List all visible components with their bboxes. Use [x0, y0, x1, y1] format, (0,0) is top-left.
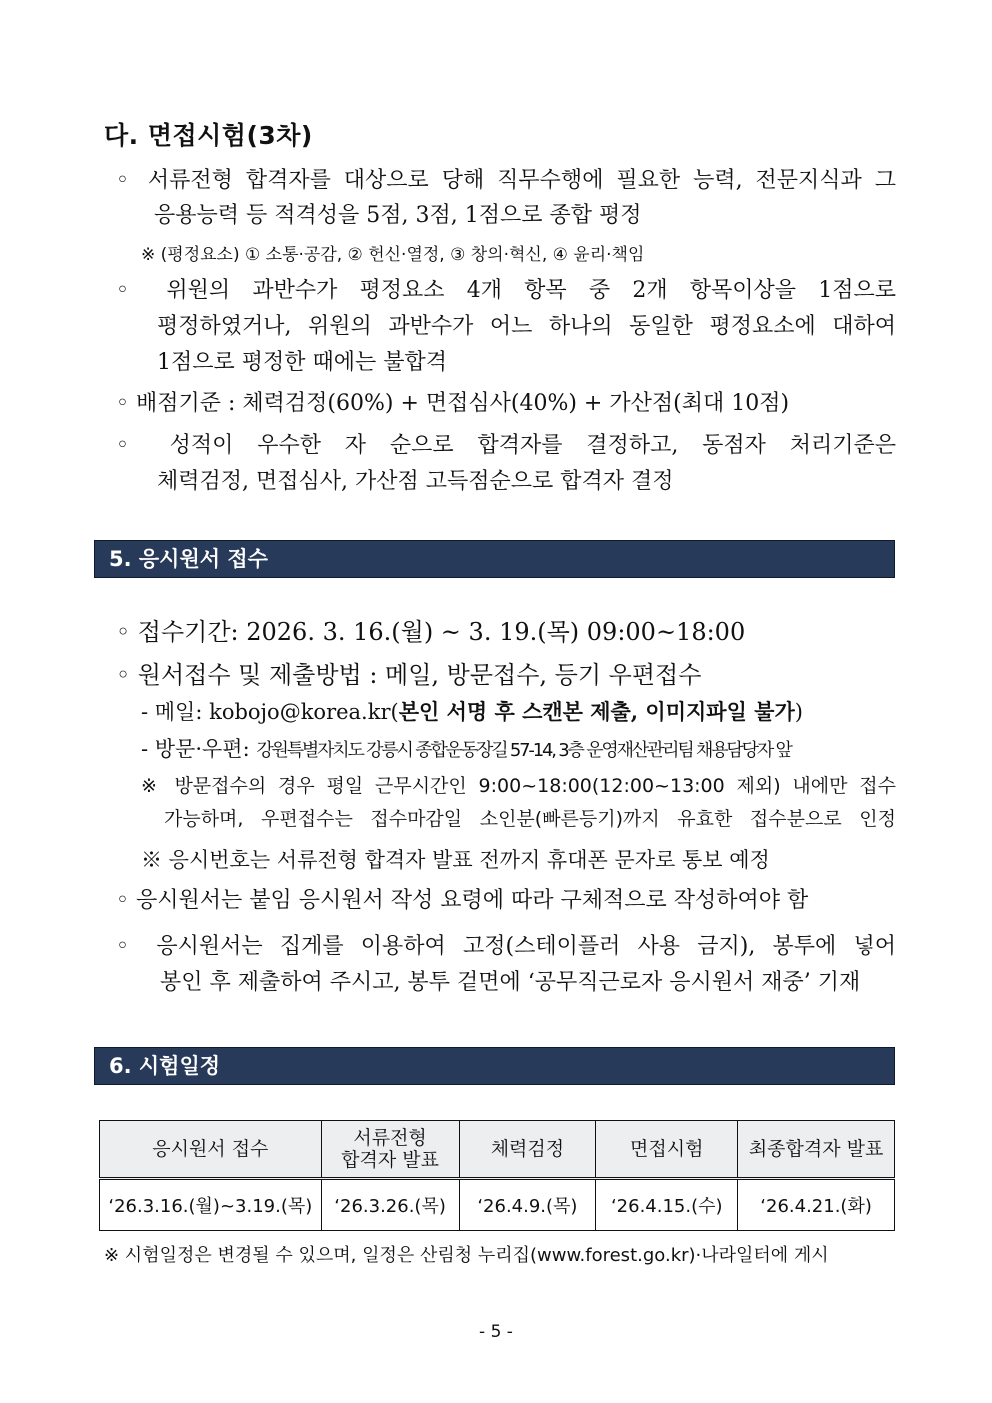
header-line: 서류전형: [353, 1127, 427, 1149]
visit-line: [141, 733, 791, 763]
bullet-line: ◦ 배점기준 : 체력검정(60%) + 면접심사(40%) + 가산점(최대 10점): [116, 391, 790, 416]
table-cell: ‘26.4.15.(수): [596, 1179, 738, 1231]
note-line: ※ 방문접수의 경우 평일 근무시간인 9:00~18:00(12:00~13:00 제외) 내에만 접수: [141, 775, 896, 797]
section-5-header: 5. 응시원서 접수: [94, 540, 895, 578]
header-line: 합격자 발표: [341, 1149, 439, 1171]
bullet-line: ◦ 위원의 과반수가 평정요소 4개 항목 중 2개 항목이상을 1점으로: [116, 278, 896, 303]
table-row: [100, 1179, 895, 1231]
schedule-note: ※ 시험일정은 변경될 수 있으며, 일정은 산림청 누리집(www.forest.go.kr)·나라일터에 게시: [104, 1245, 829, 1266]
mail-prefix: - 메일: kobojo@korea.kr(: [141, 700, 399, 724]
bullet-line: ◦ 서류전형 합격자를 대상으로 당해 직무수행에 필요한 능력, 전문지식과 그: [116, 168, 896, 193]
section-c-title: 다. 면접시험(3차): [104, 121, 313, 150]
receipt-period: ◦ 접수기간: 2026. 3. 16.(월) ~ 3. 19.(목) 09:00~18:00: [116, 618, 746, 646]
bullet-line: ◦ 응시원서는 집게를 이용하여 고정(스테이플러 사용 금지), 봉투에 넣어: [116, 934, 896, 959]
note-line: ※ (평정요소) ① 소통·공감, ② 헌신·열정, ③ 창의·혁신, ④ 윤리·책임: [141, 245, 645, 265]
bullet-line: ◦ 응시원서는 붙임 응시원서 작성 요령에 따라 구체적으로 작성하여야 함: [116, 888, 809, 913]
mail-condition: 본인 서명 후 스캔본 제출, 이미지파일 불가: [398, 699, 795, 724]
bullet-line: 1점으로 평정한 때에는 불합격: [157, 350, 448, 375]
note-line: 가능하며, 우편접수는 접수마감일 소인분(빠른등기)까지 유효한 접수분으로 인정: [164, 808, 896, 830]
table-header-cell: 최종합격자 발표: [738, 1121, 895, 1179]
table-header-cell: [321, 1121, 459, 1179]
page-number: - 5 -: [479, 1322, 513, 1342]
bullet-line: 응용능력 등 적격성을 5점, 3점, 1점으로 종합 평정: [154, 203, 642, 228]
table-header-cell: 면접시험: [596, 1121, 738, 1179]
visit-address: 강원특별자치도 강릉시 종합운동장길 57-14, 3층 운영재산관리팀 채용담당자 앞: [256, 740, 791, 761]
submission-method: ◦ 원서접수 및 제출방법 : 메일, 방문접수, 등기 우편접수: [116, 661, 702, 689]
bullet-line: 평정하였거나, 위원의 과반수가 어느 하나의 동일한 평정요소에 대하여: [157, 314, 896, 339]
table-cell: ‘26.4.9.(목): [459, 1179, 596, 1231]
table-header-cell: 체력검정: [459, 1121, 596, 1179]
visit-prefix: - 방문·우편:: [141, 737, 257, 761]
table-header-row: [100, 1121, 895, 1179]
table-cell: ‘26.3.16.(월)~3.19.(목): [100, 1179, 322, 1231]
mail-suffix: ): [794, 700, 803, 724]
table-cell: ‘26.3.26.(목): [321, 1179, 459, 1231]
bullet-line: ◦ 성적이 우수한 자 순으로 합격자를 결정하고, 동점자 처리기준은: [116, 433, 896, 458]
table-cell: ‘26.4.21.(화): [738, 1179, 895, 1231]
schedule-table: [99, 1120, 895, 1231]
section-6-header: 6. 시험일정: [94, 1047, 895, 1085]
table-header-cell: 응시원서 접수: [100, 1121, 322, 1179]
bullet-line: 체력검정, 면접심사, 가산점 고득점순으로 합격자 결정: [157, 469, 674, 494]
bullet-line: 봉인 후 제출하여 주시고, 봉투 겉면에 ‘공무직근로자 응시원서 재중’ 기재: [160, 970, 861, 995]
mail-line: [141, 696, 803, 726]
note-line: ※ 응시번호는 서류전형 합격자 발표 전까지 휴대폰 문자로 통보 예정: [141, 848, 770, 872]
